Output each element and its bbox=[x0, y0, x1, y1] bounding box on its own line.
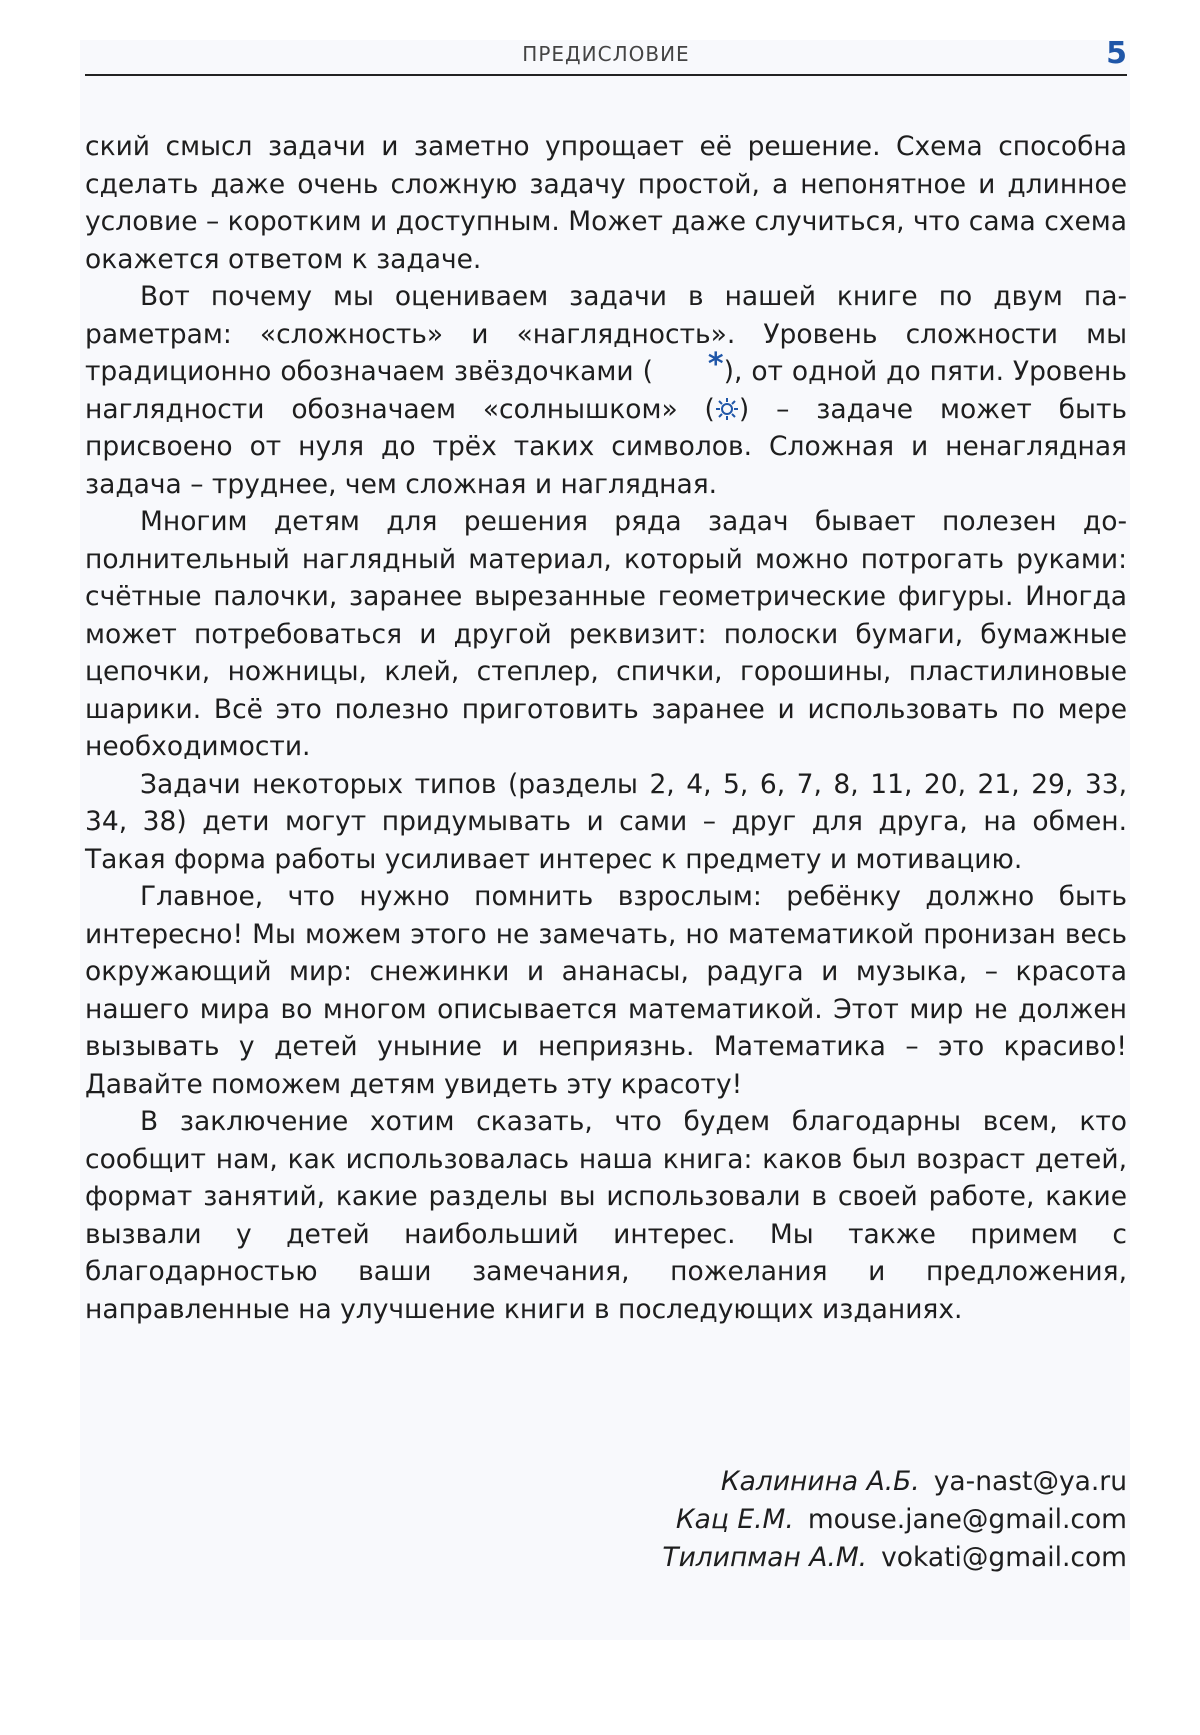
preface-body bbox=[85, 128, 1127, 1328]
paragraph-main-idea: Главное, что нужно помнить взрослым: ребёнку должно быть интересно! Мы можем этого не замечать, но математикой пронизан весь окружающий мир: снежинки и ананасы, радуга и музыка, – красота нашего мира во многом описывается математикой. Этот мир не должен вызывать у детей уныние и неприязнь. Математика – это красиво! Давайте поможем детям увидеть эту красоту! bbox=[85, 881, 1127, 1100]
author-email: vokati@gmail.com bbox=[881, 1542, 1127, 1573]
page-number: 5 bbox=[1106, 36, 1127, 71]
paragraph-continuation: ский смысл задачи и заметно упрощает её решение. Схема способна сделать даже очень сложную задачу простой, а непонятное и длинное условие – коротким и доступным. Может даже случиться, что сама схема окажется ответом к задаче. bbox=[85, 131, 1128, 275]
signature-line bbox=[662, 1501, 1127, 1539]
paragraph-task-types: Задачи некоторых типов (разделы 2, 4, 5, 6, 7, 8, 11, 20, 21, 29, 33, 34, 38) дети могут придумывать и сами – друг для друга, на обмен. Такая форма работы усиливает интерес к предмету и мотивацию. bbox=[85, 768, 1127, 875]
author-name: Тилипман А.М. bbox=[662, 1542, 868, 1573]
author-email: mouse.jane@gmail.com bbox=[807, 1504, 1127, 1535]
ratings-text-part-1: Вот почему мы оцениваем задачи в нашей книге по двум параметрам: «сложность» и «наглядность». Уровень сложности мы традиционно обозначаем звёздочками ( bbox=[85, 281, 1127, 387]
ratings-text-part-3: ) – задаче может быть присвоено от нуля до трёх таких символов. Сложная и ненаглядная задача – труднее, чем сложная и наглядная. bbox=[85, 393, 1127, 500]
running-header bbox=[85, 38, 1127, 78]
ratings-text-part-2: ), от одной до пяти. Уровень наглядности обозначаем «солнышком» ( bbox=[85, 356, 1127, 425]
header-title: ПРЕДИСЛОВИЕ bbox=[522, 42, 690, 66]
signature-line bbox=[662, 1539, 1127, 1577]
author-name: Калинина А.Б. bbox=[720, 1466, 920, 1497]
author-name: Кац Е.М. bbox=[675, 1504, 794, 1535]
sun-icon bbox=[715, 397, 739, 421]
paragraph-conclusion: В заключение хотим сказать, что будем благодарны всем, кто сообщит нам, как использовалась наша книга: каков был возраст детей, формат занятий, какие разделы вы использовали в своей работе, какие вызвали у детей наибольший интерес. Мы также примем с благодарностью ваши замечания, пожелания и предложения, направленные на улучшение книги в последующих изданиях. bbox=[85, 1106, 1127, 1325]
paragraph-ratings: Вот почему мы оцениваем задачи в нашей книге по двум параметрам: «сложность» и «наглядность». Уровень сложности мы традиционно обозначаем звёздочками ( *), от одной до пяти. Уровень наглядности обозначаем «солнышком» ( ) – задаче может быть присвоено от нуля до трёх таких символов. Сложная и ненаглядная задача – труднее, чем сложная и наглядная. bbox=[85, 281, 1127, 500]
author-signatures bbox=[662, 1463, 1127, 1577]
signature-line bbox=[662, 1463, 1127, 1501]
header-rule bbox=[85, 74, 1127, 76]
paragraph-materials: Многим детям для решения ряда задач бывает полезен дополнительный наглядный материал, который можно потрогать руками: счётные палочки, заранее вырезанные геометрические фигуры. Иногда может потребоваться и другой реквизит: полоски бумаги, бумажные цепочки, ножницы, клей, степлер, спички, горошины, пластилиновые шарики. Всё это полезно приготовить заранее и использовать по мере необходимости. bbox=[85, 506, 1127, 762]
author-email: ya-nast@ya.ru bbox=[933, 1466, 1127, 1497]
